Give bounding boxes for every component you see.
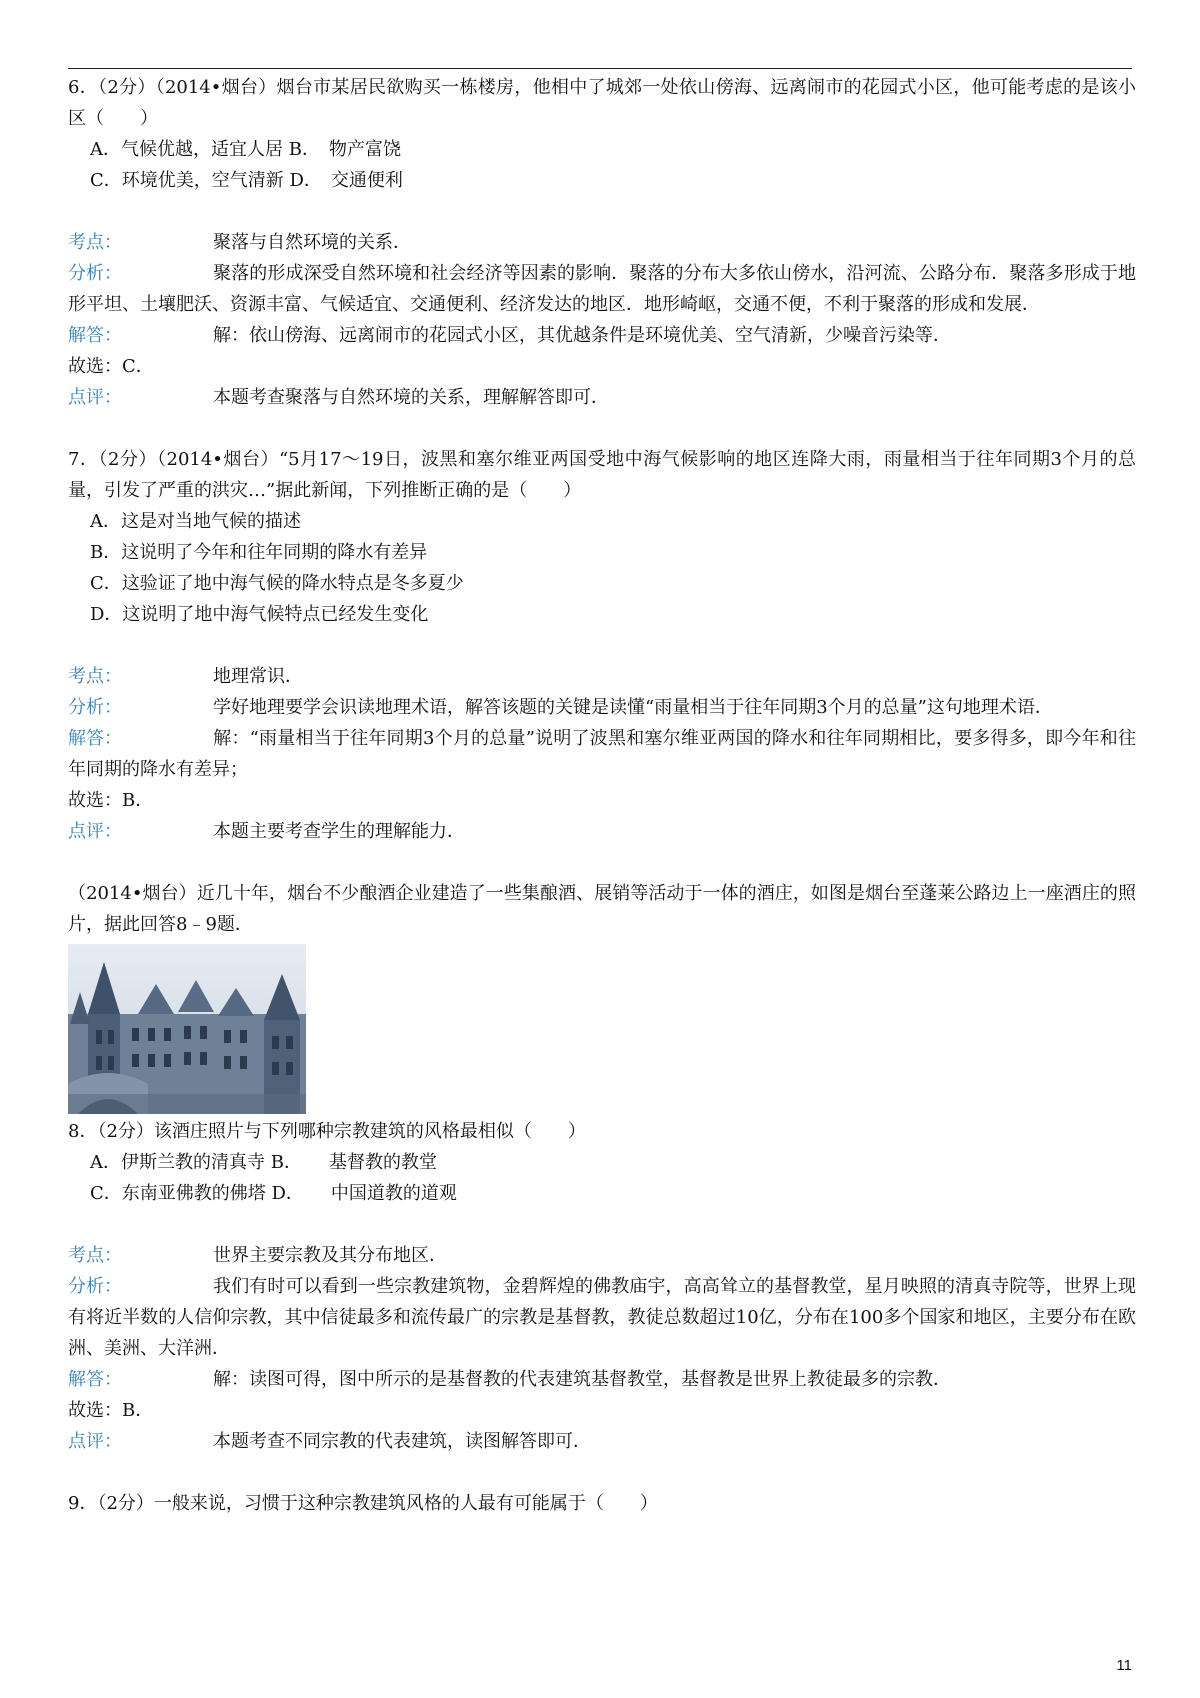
questions-8-9-intro: （2014•烟台）近几十年，烟台不少酿酒企业建造了一些集酿酒、展销等活动于一体的酒庄，如图是烟台至蓬莱公路边上一座酒庄的照片，据此回答8﹣9题． bbox=[68, 883, 1136, 935]
fenxi-text: 学好地理要学会识读地理术语，解答该题的关键是读懂“雨量相当于往年同期3个月的总量”这句地理术语． bbox=[213, 697, 1053, 718]
jieda-label: 解答： bbox=[68, 325, 122, 346]
q7-kaodian bbox=[68, 661, 1136, 692]
dianping-label: 点评： bbox=[68, 821, 122, 842]
q6-kaodian bbox=[68, 227, 1136, 258]
q7-fenxi bbox=[68, 692, 1136, 723]
question-7-stem: 7．（2分）（2014•烟台）“5月17～19日，波黑和塞尔维亚两国受地中海气候影响的地区连降大雨，雨量相当于往年同期3个月的总量，引发了严重的洪灾…”据此新闻，下列推断正确的是（ ） bbox=[68, 449, 1136, 501]
jieda-text: 解：“雨量相当于往年同期3个月的总量”说明了波黑和塞尔维亚两国的降水和往年同期相比，要多得多，即今年和往年同期的降水有差异； bbox=[68, 728, 1136, 780]
dianping-text: 本题主要考查学生的理解能力． bbox=[213, 821, 465, 842]
q8-kaodian bbox=[68, 1240, 1136, 1271]
dianping-text: 本题考查聚落与自然环境的关系，理解解答即可． bbox=[213, 387, 609, 408]
jieda-label: 解答： bbox=[68, 1369, 122, 1390]
question-7-option-a: A．这是对当地气候的描述 bbox=[90, 511, 301, 532]
kaodian-label: 考点： bbox=[68, 666, 122, 687]
document-body bbox=[68, 72, 1136, 1519]
fenxi-text: 我们有时可以看到一些宗教建筑物，金碧辉煌的佛教庙宇，高高耸立的基督教堂，星月映照的清真寺院等，世界上现有将近半数的人信仰宗教，其中信徒最多和流传最广的宗教是基督教，教徒总数超过10亿，分布在100多个国家和地区，主要分布在欧洲、美洲、大洋洲． bbox=[68, 1276, 1136, 1359]
jieda-text: 解：依山傍海、远离闹市的花园式小区，其优越条件是环境优美、空气清新，少噪音污染等． bbox=[213, 325, 951, 346]
q7-jieda bbox=[68, 723, 1136, 785]
question-6-options-ab: A．气候优越，适宜人居 B． 物产富饶 bbox=[90, 139, 401, 160]
question-7-option-d: D．这说明了地中海气候特点已经发生变化 bbox=[90, 604, 429, 625]
header-rule bbox=[68, 68, 1132, 69]
kaodian-label: 考点： bbox=[68, 1245, 122, 1266]
fenxi-label: 分析： bbox=[68, 263, 122, 284]
question-7-option-c: C．这验证了地中海气候的降水特点是冬多夏少 bbox=[90, 573, 464, 594]
q8-jieda bbox=[68, 1364, 1136, 1395]
kaodian-text: 世界主要宗教及其分布地区． bbox=[213, 1245, 447, 1266]
q6-jieda bbox=[68, 320, 1136, 351]
kaodian-text: 地理常识． bbox=[213, 666, 303, 687]
dianping-label: 点评： bbox=[68, 387, 122, 408]
fenxi-label: 分析： bbox=[68, 1276, 122, 1297]
jieda-text: 解：读图可得，图中所示的是基督教的代表建筑基督教堂，基督教是世界上教徒最多的宗教． bbox=[213, 1369, 951, 1390]
q8-dianping bbox=[68, 1426, 1136, 1457]
q7-answer: 故选：B． bbox=[68, 790, 154, 811]
winery-photo bbox=[68, 944, 306, 1114]
kaodian-text: 聚落与自然环境的关系． bbox=[213, 232, 411, 253]
jieda-label: 解答： bbox=[68, 728, 122, 749]
question-6-options-cd: C．环境优美，空气清新 D． 交通便利 bbox=[90, 170, 403, 191]
fenxi-label: 分析： bbox=[68, 697, 122, 718]
question-9-stem: 9．（2分）一般来说，习惯于这种宗教建筑风格的人最有可能属于（ ） bbox=[68, 1493, 658, 1514]
q6-answer: 故选：C． bbox=[68, 356, 154, 377]
fenxi-text: 聚落的形成深受自然环境和社会经济等因素的影响．聚落的分布大多依山傍水，沿河流、公路分布．聚落多形成于地形平坦、土壤肥沃、资源丰富、气候适宜、交通便利、经济发达的地区．地形崎岖，交通不便，不利于聚落的形成和发展． bbox=[68, 263, 1136, 315]
q6-dianping bbox=[68, 382, 1136, 413]
page-number: 11 bbox=[1116, 1657, 1132, 1674]
question-8-options-cd: C．东南亚佛教的佛塔 D． 中国道教的道观 bbox=[90, 1183, 457, 1204]
question-6-stem: 6．（2分）（2014•烟台）烟台市某居民欲购买一栋楼房，他相中了城郊一处依山傍海、远离闹市的花园式小区，他可能考虑的是该小区（ ） bbox=[68, 77, 1136, 129]
question-7-option-b: B．这说明了今年和往年同期的降水有差异 bbox=[90, 542, 428, 563]
question-8-stem: 8．（2分）该酒庄照片与下列哪种宗教建筑的风格最相似（ ） bbox=[68, 1121, 586, 1142]
question-8-options-ab: A．伊斯兰教的清真寺 B． 基督教的教堂 bbox=[90, 1152, 437, 1173]
q8-answer: 故选：B． bbox=[68, 1400, 154, 1421]
q7-dianping bbox=[68, 816, 1136, 847]
q6-fenxi bbox=[68, 258, 1136, 320]
q8-fenxi bbox=[68, 1271, 1136, 1364]
kaodian-label: 考点： bbox=[68, 232, 122, 253]
dianping-label: 点评： bbox=[68, 1431, 122, 1452]
dianping-text: 本题考查不同宗教的代表建筑，读图解答即可． bbox=[213, 1431, 591, 1452]
